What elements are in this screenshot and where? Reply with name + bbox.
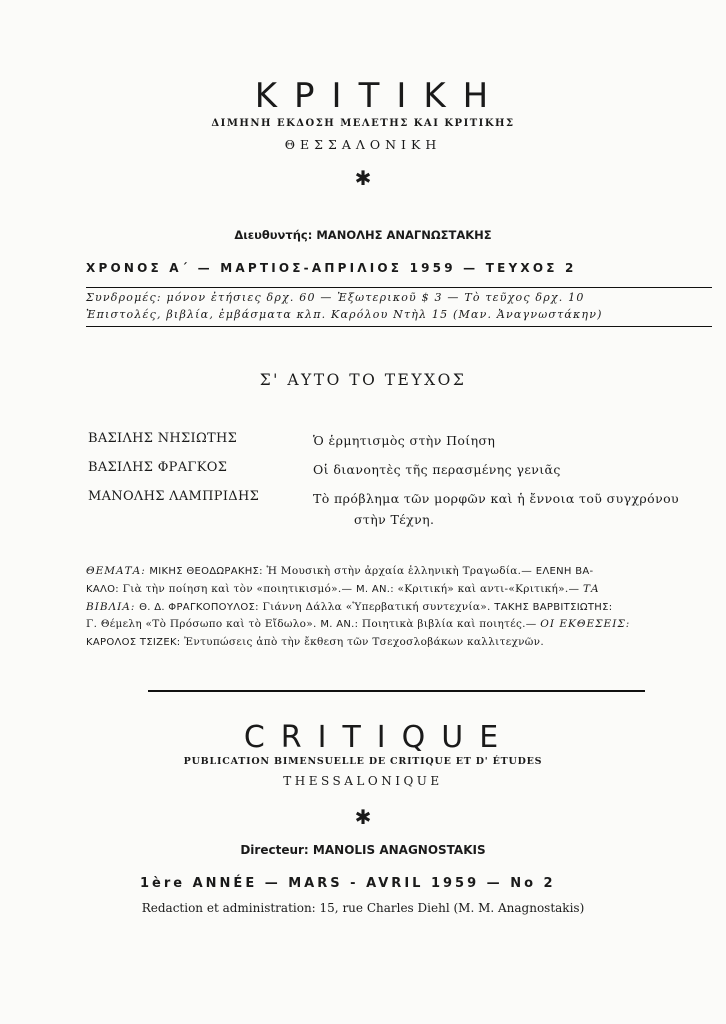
themes-line: ΘΕΜΑΤΑ: ΜΙΚΗΣ ΘΕΟΔΩΡΑΚΗΣ: Ἡ Μουσικὴ στὴν ἀρχαία ἑλληνικὴ Τραγωδία.— ΕΛΕΝΗ ΒΑ- — [86, 565, 594, 577]
exhibitions-label: ΟΙ ΕΚΘΕΣΕΙΣ: — [540, 618, 631, 631]
toc-author: ΜΑΝΟΛΗΣ ΛΑΜΠΡΙΔΗΣ — [88, 489, 260, 504]
french-issue-line: 1ère ANNÉE — MARS - AVRIL 1959 — No 2 — [140, 876, 556, 891]
toc-work: Τὸ πρόβλημα τῶν μορφῶν καὶ ἡ ἔννοια τοῦ συγχρόνου — [313, 491, 680, 506]
french-journal-title: CRITIQUE — [243, 720, 515, 755]
french-director-line — [0, 843, 726, 857]
divider-rule — [86, 287, 712, 288]
greek-journal-title: ΚΡΙΤΙΚΗ — [254, 76, 506, 116]
greek-director-line — [0, 228, 726, 242]
toc-work-continuation: στὴν Τέχνη. — [354, 512, 435, 527]
books-label: ΒΙΒΛΙΑ: — [86, 600, 136, 613]
french-redaction-line: Redaction et administration: 15, rue Charles Diehl (M. M. Anagnostakis) — [141, 901, 585, 915]
toc-title: Σ' ΑΥΤΟ ΤΟ ΤΕΥΧΟΣ — [259, 371, 467, 389]
section-separator — [148, 690, 645, 692]
divider-rule — [86, 326, 712, 327]
greek-issue-line: ΧΡΟΝΟΣ Α΄ — ΜΑΡΤΙΟΣ-ΑΠΡΙΛΙΟΣ 1959 — ΤΕΥΧΟΣ 2 — [86, 261, 577, 275]
themes-line: Γ. Θέμελη «Τὸ Πρόσωπο καὶ τὸ Εἴδωλο». Μ. ΑΝ.: Ποιητικὰ βιβλία καὶ ποιητές.— ΟΙ ΕΚΘΕΣΕΙΣ: — [86, 618, 631, 631]
french-subtitle: PUBLICATION BIMENSUELLE DE CRITIQUE ET D' ÉTUDES — [183, 756, 543, 767]
greek-letters-line: Ἐπιστολές, βιβλία, ἐμβάσματα κλπ. Καρόλου Ντὴλ 15 (Μαν. Ἀναγνωστάκην) — [86, 308, 603, 321]
toc-work: Ὁ ἑρμητισμὸς στὴν Ποίηση — [313, 433, 496, 448]
french-director-label: Directeur: — [240, 843, 309, 857]
themes-line: ΚΑΛΟ: Γιὰ τὴν ποίηση καὶ τὸν «ποιητικισμό».— Μ. ΑΝ.: «Κριτική» καὶ αντι-«Κριτική».— ΤΑ — [86, 582, 600, 595]
star-ornament-icon: ✱ — [354, 166, 372, 190]
toc-author: ΒΑΣΙΛΗΣ ΦΡΑΓΚΟΣ — [88, 460, 228, 475]
french-city: THESSALONIQUE — [283, 774, 443, 788]
greek-city: ΘΕΣΣΑΛΟΝΙΚΗ — [284, 137, 442, 152]
star-ornament-icon: ✱ — [354, 805, 372, 829]
toc-work: Οἱ διανοητὲς τῆς περασμένης γενιᾶς — [313, 462, 561, 477]
greek-director-label: Διευθυντής: — [234, 228, 313, 242]
greek-director-name: ΜΑΝΟΛΗΣ ΑΝΑΓΝΩΣΤΑΚΗΣ — [316, 228, 492, 242]
greek-subscription-line: Συνδρομές: μόνον ἐτήσιες δρχ. 60 — Ἐξωτερικοῦ $ 3 — Τὸ τεῦχος δρχ. 10 — [86, 291, 585, 304]
themes-label: ΘΕΜΑΤΑ: — [86, 565, 146, 577]
themes-paragraph — [86, 563, 712, 652]
themes-line: ΒΙΒΛΙΑ: Θ. Δ. ΦΡΑΓΚΟΠΟΥΛΟΣ: Γιάννη Δάλλα «Ὑπερβατική συντεχνία». ΤΑΚΗΣ ΒΑΡΒΙΤΣΙΩΤΗΣ: — [86, 600, 613, 613]
greek-subtitle: ΔΙΜΗΝΗ ΕΚΔΟΣΗ ΜΕΛΕΤΗΣ ΚΑΙ ΚΡΙΤΙΚΗΣ — [211, 118, 515, 129]
themes-line: ΚΑΡΟΛΟΣ ΤΣΙΖΕΚ: Ἐντυπώσεις ἀπὸ τὴν ἔκθεση τῶν Τσεχοσλοβάκων καλλιτεχνῶν. — [86, 636, 544, 649]
french-director-name: MANOLIS ANAGNOSTAKIS — [312, 843, 486, 857]
toc-author: ΒΑΣΙΛΗΣ ΝΗΣΙΩΤΗΣ — [88, 431, 238, 446]
